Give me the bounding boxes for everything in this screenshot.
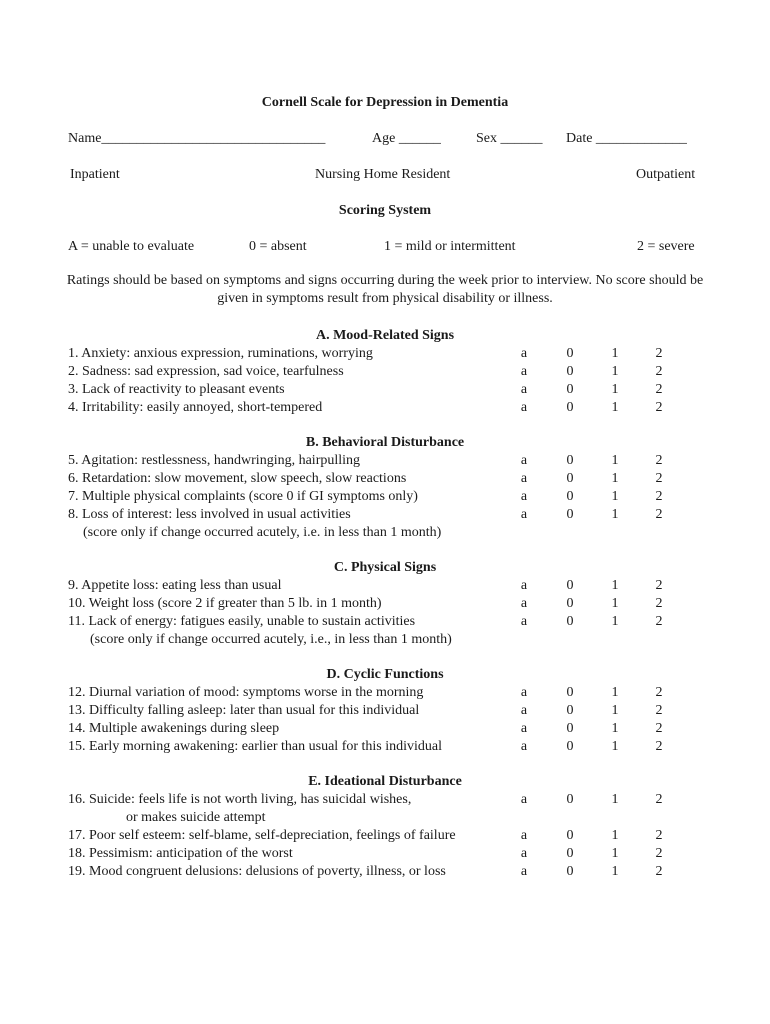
score-0-option: 0 (566, 703, 574, 718)
item-label: 8. Loss of interest: less involved in usual activities (68, 507, 351, 522)
section-heading: A. Mood-Related Signs (315, 328, 455, 343)
score-2-option: 2 (655, 614, 663, 629)
item-row (0, 345, 770, 363)
item-row (0, 702, 770, 720)
score-0-option: 0 (566, 507, 574, 522)
score-a-option: a (520, 507, 528, 522)
score-1-option: 1 (611, 453, 619, 468)
item-label: 10. Weight loss (score 2 if greater than 5 lb. in 1 month) (68, 596, 382, 611)
item-label: 6. Retardation: slow movement, slow speech, slow reactions (68, 471, 407, 486)
score-a-legend: A = unable to evaluate (68, 239, 195, 254)
score-a-option: a (520, 382, 528, 397)
score-1-option: 1 (611, 364, 619, 379)
score-1-option: 1 (611, 489, 619, 504)
item-row (0, 827, 770, 845)
score-0-legend: 0 = absent (249, 239, 307, 254)
section-heading: C. Physical Signs (333, 560, 437, 575)
item-label: 9. Appetite loss: eating less than usual (68, 578, 282, 593)
score-2-option: 2 (655, 739, 663, 754)
item-row (0, 845, 770, 863)
item-row (0, 595, 770, 613)
score-2-option: 2 (655, 578, 663, 593)
score-a-option: a (520, 578, 528, 593)
score-a-option: a (520, 453, 528, 468)
item-note-row (0, 631, 770, 649)
form-title: Cornell Scale for Depression in Dementia (261, 95, 509, 110)
score-0-option: 0 (566, 721, 574, 736)
item-label: 15. Early morning awakening: earlier than usual for this individual (68, 739, 443, 754)
score-1-option: 1 (611, 721, 619, 736)
item-label: 18. Pessimism: anticipation of the worst (68, 846, 293, 861)
item-label: 19. Mood congruent delusions: delusions of poverty, illness, or loss (68, 864, 446, 879)
item-note-row (0, 809, 770, 827)
score-2-legend: 2 = severe (637, 239, 695, 254)
score-2-option: 2 (655, 400, 663, 415)
item-row (0, 452, 770, 470)
item-label: 3. Lack of reactivity to pleasant events (68, 382, 285, 397)
outpatient-option: Outpatient (636, 167, 696, 182)
section-heading: B. Behavioral Disturbance (305, 435, 465, 450)
section-heading: D. Cyclic Functions (326, 667, 444, 682)
score-a-option: a (520, 364, 528, 379)
score-2-option: 2 (655, 364, 663, 379)
score-a-option: a (520, 739, 528, 754)
score-2-option: 2 (655, 846, 663, 861)
score-0-option: 0 (566, 346, 574, 361)
item-label: 14. Multiple awakenings during sleep (68, 721, 280, 736)
score-2-option: 2 (655, 703, 663, 718)
score-a-option: a (520, 864, 528, 879)
name-field: Name________________________________ (68, 131, 326, 146)
score-1-option: 1 (611, 685, 619, 700)
item-label: 12. Diurnal variation of mood: symptoms worse in the morning (68, 685, 424, 700)
item-label: 2. Sadness: sad expression, sad voice, tearfulness (68, 364, 344, 379)
score-1-legend: 1 = mild or intermittent (384, 239, 516, 254)
score-1-option: 1 (611, 703, 619, 718)
score-a-option: a (520, 346, 528, 361)
score-1-option: 1 (611, 471, 619, 486)
item-row (0, 363, 770, 381)
score-1-option: 1 (611, 828, 619, 843)
item-label: 16. Suicide: feels life is not worth living, has suicidal wishes, (68, 792, 412, 807)
score-0-option: 0 (566, 364, 574, 379)
scoring-heading: Scoring System (338, 203, 432, 218)
item-row (0, 738, 770, 756)
score-a-option: a (520, 703, 528, 718)
score-2-option: 2 (655, 346, 663, 361)
score-0-option: 0 (566, 471, 574, 486)
score-2-option: 2 (655, 864, 663, 879)
score-1-option: 1 (611, 578, 619, 593)
score-a-option: a (520, 471, 528, 486)
score-0-option: 0 (566, 864, 574, 879)
score-1-option: 1 (611, 614, 619, 629)
score-2-option: 2 (655, 453, 663, 468)
score-a-option: a (520, 614, 528, 629)
score-0-option: 0 (566, 382, 574, 397)
score-2-option: 2 (655, 828, 663, 843)
score-1-option: 1 (611, 739, 619, 754)
item-label: 17. Poor self esteem: self-blame, self-depreciation, feelings of failure (68, 828, 456, 843)
score-0-option: 0 (566, 828, 574, 843)
score-2-option: 2 (655, 489, 663, 504)
item-label: 1. Anxiety: anxious expression, ruminations, worrying (68, 346, 373, 361)
item-row (0, 506, 770, 524)
score-0-option: 0 (566, 739, 574, 754)
score-2-option: 2 (655, 596, 663, 611)
item-row (0, 470, 770, 488)
score-a-option: a (520, 846, 528, 861)
score-2-option: 2 (655, 471, 663, 486)
item-row (0, 399, 770, 417)
item-note: (score only if change occurred acutely, i.e. in less than 1 month) (83, 525, 442, 540)
score-0-option: 0 (566, 489, 574, 504)
item-label: 4. Irritability: easily annoyed, short-tempered (68, 400, 323, 415)
nursing-home-option: Nursing Home Resident (315, 167, 451, 182)
item-label: 13. Difficulty falling asleep: later than usual for this individual (68, 703, 420, 718)
section-heading: E. Ideational Disturbance (308, 774, 462, 789)
inpatient-option: Inpatient (70, 167, 120, 182)
item-row (0, 791, 770, 809)
score-1-option: 1 (611, 400, 619, 415)
item-label: 5. Agitation: restlessness, handwringing, hairpulling (68, 453, 361, 468)
score-a-option: a (520, 721, 528, 736)
score-1-option: 1 (611, 507, 619, 522)
score-0-option: 0 (566, 578, 574, 593)
item-label: 11. Lack of energy: fatigues easily, unable to sustain activities (68, 614, 416, 629)
score-2-option: 2 (655, 507, 663, 522)
sex-field: Sex ______ (476, 131, 543, 146)
score-a-option: a (520, 400, 528, 415)
score-0-option: 0 (566, 685, 574, 700)
score-0-option: 0 (566, 596, 574, 611)
score-2-option: 2 (655, 792, 663, 807)
item-row (0, 684, 770, 702)
score-0-option: 0 (566, 846, 574, 861)
score-1-option: 1 (611, 382, 619, 397)
score-a-option: a (520, 489, 528, 504)
item-row (0, 381, 770, 399)
item-label: 7. Multiple physical complaints (score 0 if GI symptoms only) (68, 489, 418, 504)
item-row (0, 488, 770, 506)
item-note: or makes suicide attempt (126, 810, 266, 825)
score-1-option: 1 (611, 864, 619, 879)
score-a-option: a (520, 685, 528, 700)
item-note-row (0, 524, 770, 542)
score-0-option: 0 (566, 400, 574, 415)
date-field: Date _____________ (566, 131, 687, 146)
score-2-option: 2 (655, 382, 663, 397)
instructions-text: Ratings should be based on symptoms and signs occurring during the week prior to interview. No score should be given in symptoms result from physical disability or illness. (66, 273, 704, 306)
item-row (0, 613, 770, 631)
score-0-option: 0 (566, 453, 574, 468)
item-row (0, 720, 770, 738)
item-row (0, 577, 770, 595)
item-row (0, 863, 770, 881)
score-1-option: 1 (611, 792, 619, 807)
score-a-option: a (520, 828, 528, 843)
score-1-option: 1 (611, 346, 619, 361)
score-2-option: 2 (655, 685, 663, 700)
score-0-option: 0 (566, 614, 574, 629)
score-0-option: 0 (566, 792, 574, 807)
score-1-option: 1 (611, 596, 619, 611)
age-field: Age ______ (372, 131, 441, 146)
score-2-option: 2 (655, 721, 663, 736)
item-note: (score only if change occurred acutely, i.e., in less than 1 month) (90, 632, 452, 647)
score-1-option: 1 (611, 846, 619, 861)
score-a-option: a (520, 596, 528, 611)
score-a-option: a (520, 792, 528, 807)
